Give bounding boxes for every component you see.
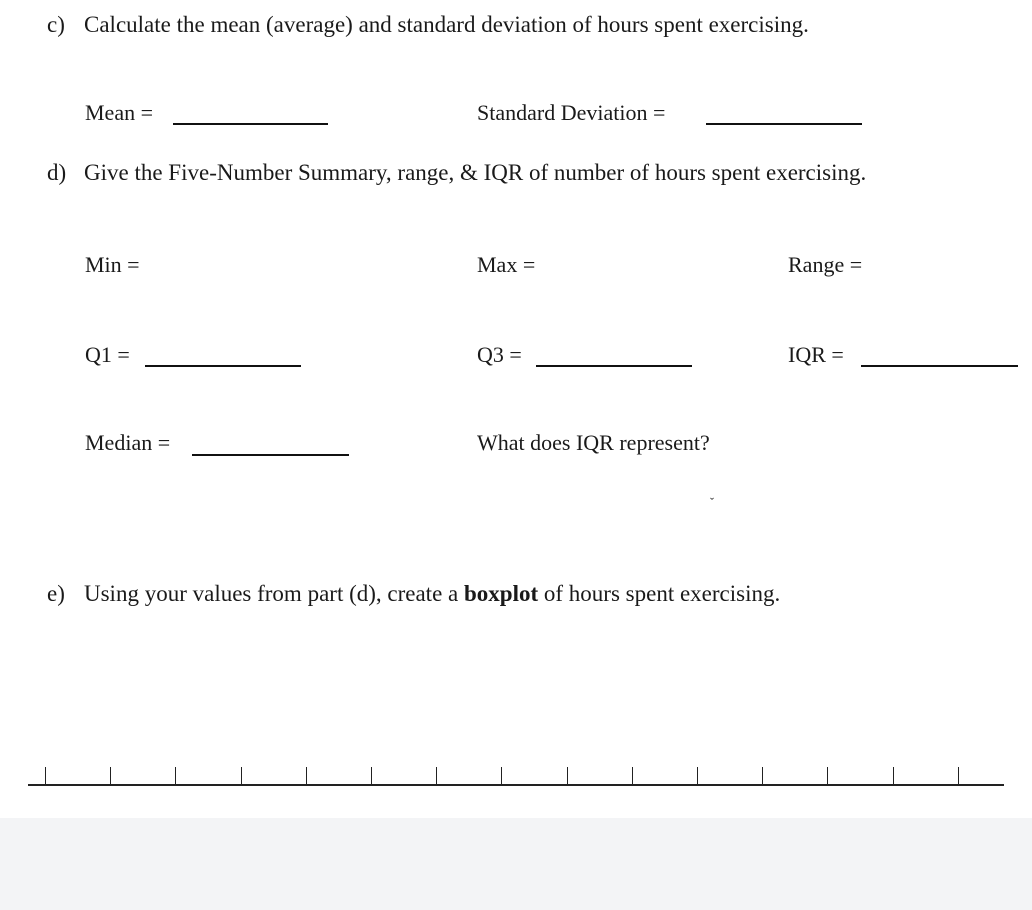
number-line-tick — [371, 767, 372, 785]
number-line-tick — [762, 767, 763, 785]
question-e-text-after: of hours spent exercising. — [538, 581, 781, 606]
number-line-tick — [306, 767, 307, 785]
iqr-label: IQR = — [788, 342, 844, 367]
number-line-tick — [175, 767, 176, 785]
q3-label: Q3 = — [477, 342, 522, 367]
q1-label: Q1 = — [85, 342, 130, 367]
question-e-bold-term: boxplot — [464, 581, 539, 606]
question-e-letter: e) — [47, 581, 65, 606]
iqr-answer-blank[interactable] — [861, 365, 1018, 367]
median-answer-blank[interactable] — [192, 454, 349, 456]
question-c-text: Calculate the mean (average) and standard deviation of hours spent exercising. — [84, 12, 809, 37]
number-line-tick — [697, 767, 698, 785]
question-d-text: Give the Five-Number Summary, range, & IQR of number of hours spent exercising. — [84, 160, 867, 185]
question-d-letter: d) — [47, 160, 67, 185]
number-line-tick — [827, 767, 828, 785]
number-line-tick — [436, 767, 437, 785]
q3-answer-blank[interactable] — [536, 365, 692, 367]
number-line-tick — [958, 767, 959, 785]
sd-label: Standard Deviation = — [477, 100, 666, 125]
question-d — [47, 159, 866, 187]
stray-mark: ˇ — [710, 495, 714, 509]
number-line-tick — [45, 767, 46, 785]
mean-label: Mean = — [85, 100, 153, 125]
range-label: Range = — [788, 252, 863, 277]
number-line-tick — [632, 767, 633, 785]
number-line-axis[interactable] — [28, 784, 1004, 786]
max-label: Max = — [477, 252, 536, 277]
q1-answer-blank[interactable] — [145, 365, 301, 367]
iqr-question: What does IQR represent? — [477, 430, 710, 455]
number-line-tick — [241, 767, 242, 785]
number-line-tick — [893, 767, 894, 785]
min-label: Min = — [85, 252, 140, 277]
question-e — [47, 580, 780, 608]
question-e-text-before: Using your values from part (d), create a — [84, 581, 464, 606]
sd-answer-blank[interactable] — [706, 123, 862, 125]
question-c-letter: c) — [47, 12, 65, 37]
footer-area — [0, 818, 1032, 910]
number-line-tick — [110, 767, 111, 785]
median-label: Median = — [85, 430, 171, 455]
mean-answer-blank[interactable] — [173, 123, 328, 125]
question-c — [47, 11, 809, 39]
number-line-tick — [501, 767, 502, 785]
number-line-tick — [567, 767, 568, 785]
